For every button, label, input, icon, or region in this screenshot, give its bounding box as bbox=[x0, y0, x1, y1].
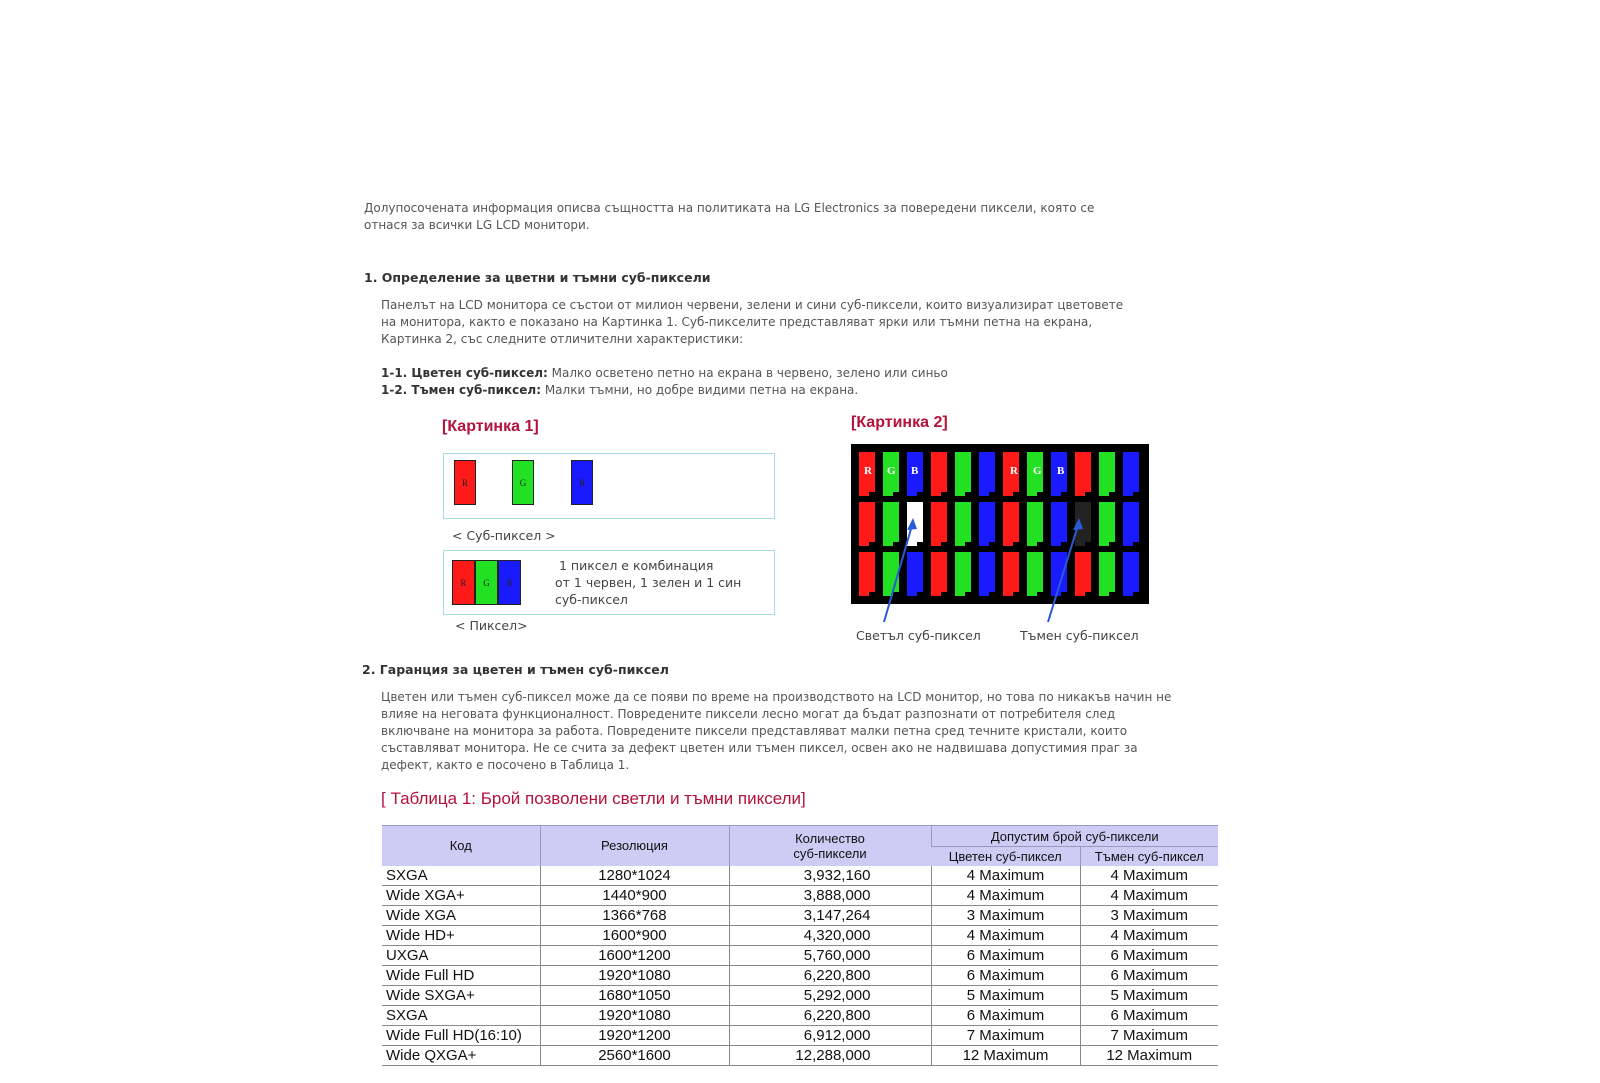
subpixel-box bbox=[443, 453, 775, 519]
cell-dark: 4 Maximum bbox=[1080, 925, 1218, 945]
subpixel-cell bbox=[1123, 452, 1139, 496]
paragraph-line: Картинка 2, със следните отличителни характеристики: bbox=[381, 332, 744, 346]
cell-resolution: 1920*1200 bbox=[540, 1025, 729, 1045]
green-subpixel: G bbox=[512, 460, 534, 505]
subpixel-cell bbox=[859, 552, 875, 596]
subpixel-cell bbox=[979, 502, 995, 546]
table-row bbox=[382, 945, 1218, 965]
pixel-box bbox=[443, 550, 775, 615]
subpixel-cell bbox=[931, 502, 947, 546]
cell-resolution: 1366*768 bbox=[540, 905, 729, 925]
paragraph-line: съставляват монитора. Не се счита за дефект цветен или тъмен пиксел, освен ако не надвишава допустимия праг за bbox=[381, 741, 1138, 755]
blue-subpixel: B bbox=[571, 460, 593, 505]
cell-dark: 6 Maximum bbox=[1080, 945, 1218, 965]
cell-dark: 7 Maximum bbox=[1080, 1025, 1218, 1045]
cell-code: UXGA bbox=[382, 945, 540, 965]
cell-dark: 6 Maximum bbox=[1080, 965, 1218, 985]
paragraph-line: влияе на неговата функционалност. Повредените пиксели лесно могат да бъдат разпознати от потребителя след bbox=[381, 707, 1116, 721]
subpixel-cell bbox=[955, 552, 971, 596]
cell-resolution: 2560*1600 bbox=[540, 1045, 729, 1065]
definition-text: Малко осветено петно на екрана в червено, зелено или синьо bbox=[547, 366, 948, 380]
picture1-title: [Картинка 1] bbox=[442, 418, 539, 435]
subpixel-panel-figure bbox=[851, 444, 1151, 649]
cell-dark: 4 Maximum bbox=[1080, 885, 1218, 905]
pixel-blue: B bbox=[498, 560, 521, 605]
cell-count: 3,932,160 bbox=[729, 866, 931, 886]
cell-count: 4,320,000 bbox=[729, 925, 931, 945]
section1-body bbox=[381, 297, 1123, 399]
subpixel-cell bbox=[1003, 502, 1019, 546]
header-count bbox=[729, 826, 931, 866]
label-g: G bbox=[887, 465, 896, 477]
cell-count: 3,147,264 bbox=[729, 905, 931, 925]
header-bright: Цветен суб-пиксел bbox=[931, 847, 1080, 866]
cell-bright: 6 Maximum bbox=[931, 1005, 1080, 1025]
paragraph-line: Панелът на LCD монитора се състои от милион червени, зелени и сини суб-пиксели, които визуализират цветовете bbox=[381, 298, 1124, 312]
cell-bright: 4 Maximum bbox=[931, 925, 1080, 945]
cell-code: Wide Full HD bbox=[382, 965, 540, 985]
cell-code: SXGA bbox=[382, 1005, 540, 1025]
cell-bright: 4 Maximum bbox=[931, 866, 1080, 886]
table-row bbox=[382, 905, 1218, 925]
pixel-red: R bbox=[452, 560, 475, 605]
cell-bright: 6 Maximum bbox=[931, 965, 1080, 985]
subpixel-cell bbox=[907, 552, 923, 596]
definition-label: 1-1. Цветен суб-пиксел: bbox=[381, 366, 548, 380]
cell-resolution: 1600*900 bbox=[540, 925, 729, 945]
paragraph-line: на монитора, както е показано на Картинка 1. Суб-пикселите представляват ярки или тъмни петна на екрана, bbox=[381, 315, 1093, 329]
cell-count: 5,292,000 bbox=[729, 985, 931, 1005]
cell-code: Wide Full HD(16:10) bbox=[382, 1025, 540, 1045]
cell-resolution: 1600*1200 bbox=[540, 945, 729, 965]
header-dark: Тъмен суб-пиксел bbox=[1080, 847, 1218, 866]
pixel-desc-line: 1 пиксел е комбинация bbox=[559, 558, 714, 573]
table-row bbox=[382, 1025, 1218, 1045]
table-body bbox=[382, 866, 1218, 1066]
cell-bright: 4 Maximum bbox=[931, 885, 1080, 905]
cell-resolution: 1920*1080 bbox=[540, 965, 729, 985]
paragraph-line: дефект, както е посочено в Таблица 1. bbox=[381, 758, 630, 772]
cell-count: 6,220,800 bbox=[729, 1005, 931, 1025]
cell-resolution: 1280*1024 bbox=[540, 866, 729, 886]
subpixel-cell bbox=[955, 452, 971, 496]
bright-caption: Светъл суб-пиксел bbox=[856, 628, 981, 643]
subpixel-cell bbox=[979, 452, 995, 496]
pixel-description bbox=[555, 557, 741, 608]
subpixel-cell bbox=[979, 552, 995, 596]
cell-code: Wide XGA+ bbox=[382, 885, 540, 905]
cell-count: 6,220,800 bbox=[729, 965, 931, 985]
cell-bright: 7 Maximum bbox=[931, 1025, 1080, 1045]
label-r: R bbox=[864, 465, 872, 477]
cell-code: Wide XGA bbox=[382, 905, 540, 925]
section1-heading: 1. Определение за цветни и тъмни суб-пиксели bbox=[364, 270, 711, 285]
intro-line: отнася за всички LG LCD монитори. bbox=[364, 218, 590, 232]
label-b: B bbox=[1057, 465, 1065, 477]
subpixel-cell bbox=[931, 452, 947, 496]
header-count-line: Количество bbox=[795, 830, 865, 846]
cell-dark: 12 Maximum bbox=[1080, 1045, 1218, 1065]
subpixel-cell bbox=[1027, 552, 1043, 596]
definition-text: Малки тъмни, но добре видими петна на екрана. bbox=[541, 383, 859, 397]
cell-bright: 3 Maximum bbox=[931, 905, 1080, 925]
cell-bright: 6 Maximum bbox=[931, 945, 1080, 965]
table-row bbox=[382, 965, 1218, 985]
table-title: [ Таблица 1: Брой позволени светли и тъмни пиксели] bbox=[381, 789, 806, 808]
subpixel-cell bbox=[1075, 452, 1091, 496]
header-allowed: Допустим брой суб-пиксели bbox=[931, 826, 1218, 847]
cell-dark: 4 Maximum bbox=[1080, 866, 1218, 886]
subpixel-cell bbox=[955, 502, 971, 546]
cell-count: 6,912,000 bbox=[729, 1025, 931, 1045]
header-count-line: суб-пиксели bbox=[793, 845, 867, 861]
cell-count: 3,888,000 bbox=[729, 885, 931, 905]
red-subpixel: R bbox=[454, 460, 476, 505]
subpixel-cell bbox=[1003, 552, 1019, 596]
definition-dark bbox=[381, 382, 1123, 399]
subpixel-cell bbox=[859, 502, 875, 546]
cell-code: SXGA bbox=[382, 866, 540, 886]
subpixel-cell bbox=[931, 552, 947, 596]
paragraph-line: включване на монитора за работа. Повредените пиксели представляват малки петна сред течните кристали, които bbox=[381, 724, 1128, 738]
cell-resolution: 1680*1050 bbox=[540, 985, 729, 1005]
cell-code: Wide SXGA+ bbox=[382, 985, 540, 1005]
subpixel-cell bbox=[1075, 552, 1091, 596]
table-row bbox=[382, 985, 1218, 1005]
cell-count: 12,288,000 bbox=[729, 1045, 931, 1065]
definition-bright bbox=[381, 365, 1123, 382]
cell-dark: 6 Maximum bbox=[1080, 1005, 1218, 1025]
cell-bright: 5 Maximum bbox=[931, 985, 1080, 1005]
subpixel-cell bbox=[1051, 502, 1067, 546]
cell-resolution: 1440*900 bbox=[540, 885, 729, 905]
label-r: R bbox=[1010, 465, 1018, 477]
cell-dark: 5 Maximum bbox=[1080, 985, 1218, 1005]
cell-count: 5,760,000 bbox=[729, 945, 931, 965]
table-row bbox=[382, 885, 1218, 905]
cell-bright: 12 Maximum bbox=[931, 1045, 1080, 1065]
pixel-desc-line: суб-пиксел bbox=[555, 592, 628, 607]
cell-dark: 3 Maximum bbox=[1080, 905, 1218, 925]
subpixel-caption: < Суб-пиксел > bbox=[452, 528, 556, 543]
section2-heading: 2. Гаранция за цветен и тъмен суб-пиксел bbox=[362, 662, 669, 677]
subpixel-cell bbox=[883, 502, 899, 546]
dark-caption: Тъмен суб-пиксел bbox=[1020, 628, 1139, 643]
subpixel-cell bbox=[1099, 452, 1115, 496]
table-row bbox=[382, 925, 1218, 945]
paragraph-line: Цветен или тъмен суб-пиксел може да се появи по време на производството на LCD монитор, но това по никакъв начин не bbox=[381, 690, 1172, 704]
table-row bbox=[382, 866, 1218, 886]
subpixel-cell bbox=[1123, 552, 1139, 596]
pixel-desc-line: от 1 червен, 1 зелен и 1 син bbox=[555, 575, 742, 590]
label-b: B bbox=[911, 465, 919, 477]
intro-text bbox=[364, 200, 1094, 234]
cell-resolution: 1920*1080 bbox=[540, 1005, 729, 1025]
pixel-green: G bbox=[475, 560, 498, 605]
subpixel-cell bbox=[883, 552, 899, 596]
subpixel-cell bbox=[1099, 552, 1115, 596]
table-row bbox=[382, 1005, 1218, 1025]
label-g: G bbox=[1033, 465, 1042, 477]
header-resolution: Резолюция bbox=[540, 826, 729, 866]
subpixel-cell bbox=[1027, 502, 1043, 546]
section2-body bbox=[381, 689, 1171, 774]
subpixel-cell bbox=[1123, 502, 1139, 546]
pixel-caption: < Пиксел> bbox=[455, 618, 528, 633]
picture2-title: [Картинка 2] bbox=[851, 414, 948, 431]
subpixel-cell bbox=[1099, 502, 1115, 546]
pixel-policy-table bbox=[382, 825, 1218, 1066]
definition-label: 1-2. Тъмен суб-пиксел: bbox=[381, 383, 542, 397]
cell-code: Wide HD+ bbox=[382, 925, 540, 945]
table-row bbox=[382, 1045, 1218, 1065]
header-code: Код bbox=[382, 826, 540, 866]
cell-code: Wide QXGA+ bbox=[382, 1045, 540, 1065]
intro-line: Долупосочената информация описва същността на политиката на LG Electronics за повередени пиксели, която се bbox=[364, 201, 1095, 215]
